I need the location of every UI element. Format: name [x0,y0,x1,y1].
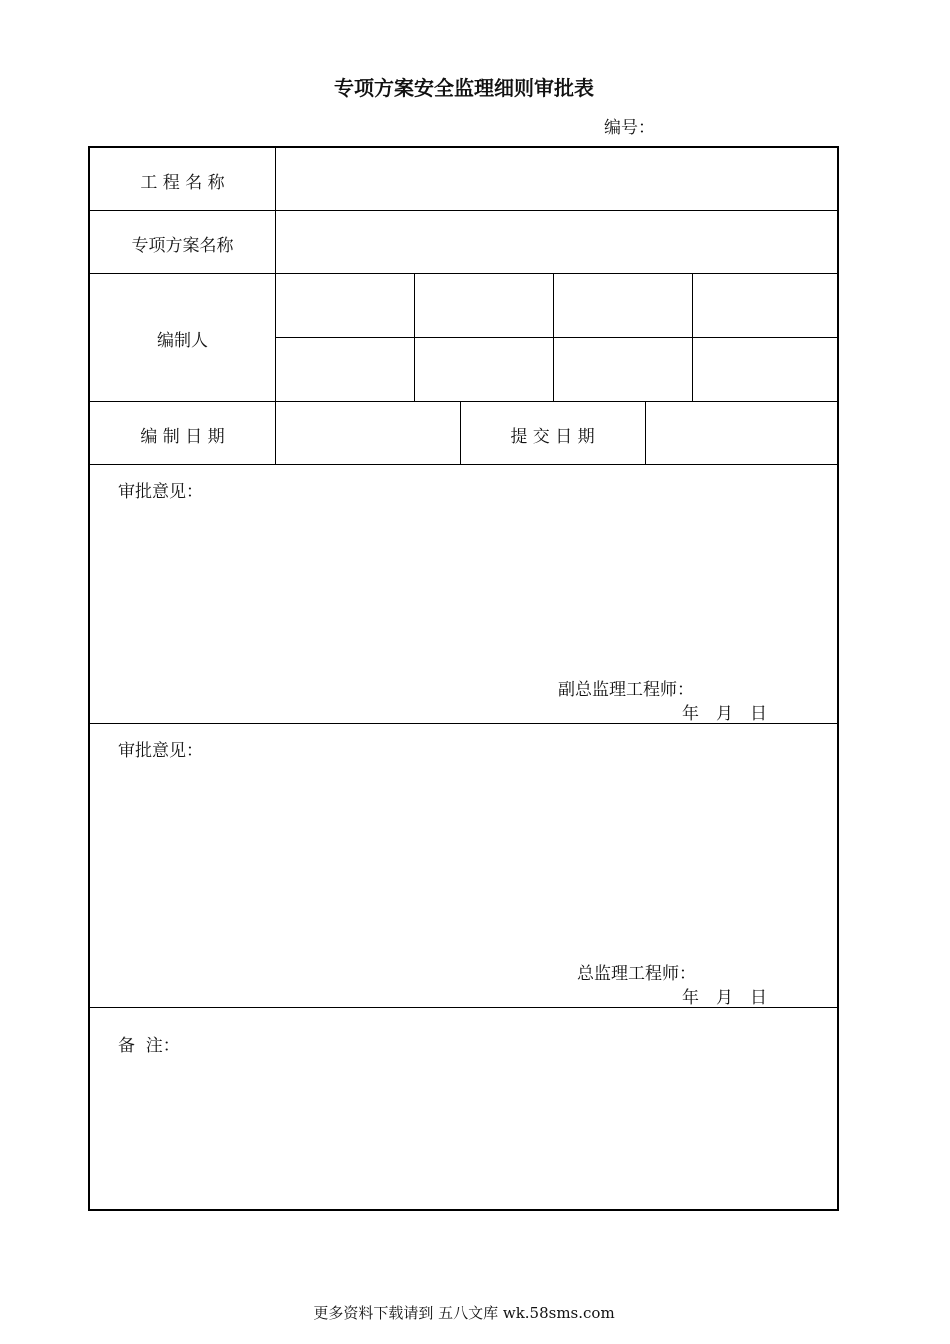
plan-name-label: 专项方案名称 [131,236,234,256]
col-divider [645,401,646,465]
submit-date-label: 提 交 日 期 [510,427,595,447]
footer-text: 更多资料下载请到 五八文库 wk.58sms.com [313,1304,615,1322]
compile-date-label: 编 制 日 期 [140,427,225,447]
col-divider [414,273,415,401]
row-divider [90,273,837,274]
review1-opinion-label: 审批意见： [118,482,203,502]
col-divider [692,273,693,401]
approval-form-table [88,146,839,1211]
form-title: 专项方案安全监理细则审批表 [334,76,594,100]
review2-signer-label: 总监理工程师： [577,964,696,984]
review2-opinion-label: 审批意见： [118,741,203,761]
form-number-label: 编号： [604,118,655,138]
row-divider [90,401,837,402]
row-divider [275,337,837,338]
compiler-label: 编制人 [157,331,208,351]
remarks-label: 备 注： [118,1036,180,1056]
col-divider [275,148,276,465]
review2-date-label: 年 月 日 [682,988,767,1008]
review1-signer-label: 副总监理工程师： [558,680,694,700]
row-divider [90,210,837,211]
project-name-label: 工 程 名 称 [140,173,225,193]
review1-date-label: 年 月 日 [682,704,767,724]
row-divider [90,464,837,465]
col-divider [553,273,554,401]
